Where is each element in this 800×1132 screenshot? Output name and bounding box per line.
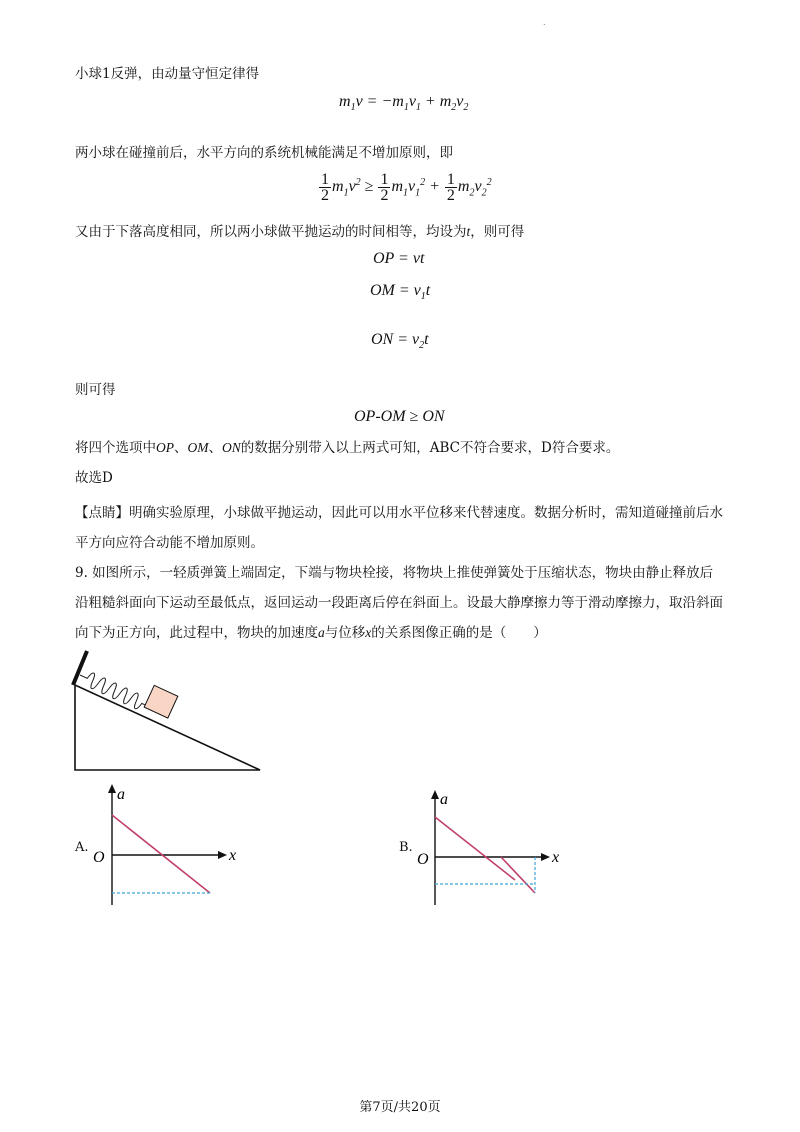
- block: [144, 685, 178, 718]
- a-x-line-2: [501, 857, 535, 893]
- question-9-post: 的关系图像正确的是（ ）: [371, 625, 547, 641]
- text-line-5-pre: 将四个选项中: [75, 440, 156, 456]
- equation-om: OM = $v_1t$: [370, 282, 431, 303]
- text-line-6: 故选D: [75, 470, 113, 486]
- text-line-2: 两小球在碰撞前后，水平方向的系统机械能满足不增加原则，即: [75, 145, 453, 161]
- text-line-3-post: ，则可得: [470, 224, 525, 240]
- equation-on: ON = $v_2t$: [371, 331, 429, 352]
- text-line-3: [75, 222, 524, 242]
- x-axis-label: x: [552, 849, 560, 866]
- note-paragraph: [75, 498, 725, 558]
- var-op: OP: [156, 440, 174, 455]
- x-axis-label: x: [229, 847, 237, 864]
- text-line-5-post: 的数据分别带入以上两式可知，ABC不符合要求，D符合要求。: [240, 440, 620, 456]
- y-axis-label: a: [117, 786, 125, 803]
- text-line-3-pre: 又由于下落高度相同，所以两小球做平抛运动的时间相等，均设为: [75, 224, 467, 240]
- question-9-pre: 9. 如图所示，一轻质弹簧上端固定，下端与物块栓接，将物块上推使弹簧处于压缩状态，物块由静止释放后沿粗糙斜面向下运动至最低点，返回运动一段距离后停在斜面上。设最大静摩擦力等于滑动摩擦力，取沿斜面向下为正方向，此过程中，物块的加速度: [75, 565, 723, 641]
- incline-diagram: [70, 645, 270, 780]
- option-a-label[interactable]: A.: [75, 840, 89, 855]
- var-t: t: [466, 224, 471, 239]
- equation-energy: $\frac{1}{2}$ $m_1v^2$ ≥ $\frac{1}{2}$ $m_1v_1^2$ + $\frac{1}{2}$ $m_2v_2^2$: [321, 171, 492, 204]
- equation-inequality: OP-OM ≥ ON: [354, 408, 445, 425]
- option-b-label[interactable]: B.: [399, 840, 413, 855]
- note-tag: 【点睛】: [75, 505, 129, 521]
- var-on: ON: [222, 440, 241, 455]
- note-text: 明确实验原理，小球做平抛运动，因此可以用水平位移来代替速度。数据分析时，需知道碰撞前后水平方向应符合动能不增加原则。: [75, 505, 723, 551]
- var-a: a: [318, 625, 325, 640]
- page-mark: .: [543, 18, 546, 27]
- y-axis-label: a: [440, 791, 448, 808]
- wall-fixture: [73, 651, 87, 685]
- question-9-mid: 与位移: [324, 625, 366, 641]
- option-b-graph[interactable]: [413, 780, 573, 910]
- page-footer: 第7页/共20页: [359, 1100, 441, 1115]
- a-x-line: [112, 815, 210, 893]
- text-line-5: [75, 438, 619, 458]
- text-line-1: 小球1反弹，由动量守恒定律得: [75, 66, 260, 82]
- equation-op: OP = vt: [373, 250, 425, 267]
- option-a-graph[interactable]: [90, 780, 260, 910]
- sep-2: 、: [208, 440, 222, 456]
- question-9: [75, 558, 725, 648]
- sep-1: 、: [174, 440, 188, 456]
- text-line-4: 则可得: [75, 382, 116, 398]
- origin-label: O: [93, 849, 105, 866]
- y-arrow: [108, 784, 116, 793]
- var-om: OM: [187, 440, 209, 455]
- origin-label: O: [417, 851, 429, 868]
- var-x: x: [365, 625, 372, 640]
- x-arrow: [218, 851, 227, 859]
- a-x-line-1: [435, 817, 515, 880]
- x-arrow: [541, 853, 550, 861]
- equation-momentum: $m_1v = -m_1v_1 + m_2v_2$: [339, 93, 469, 114]
- y-arrow: [431, 790, 439, 799]
